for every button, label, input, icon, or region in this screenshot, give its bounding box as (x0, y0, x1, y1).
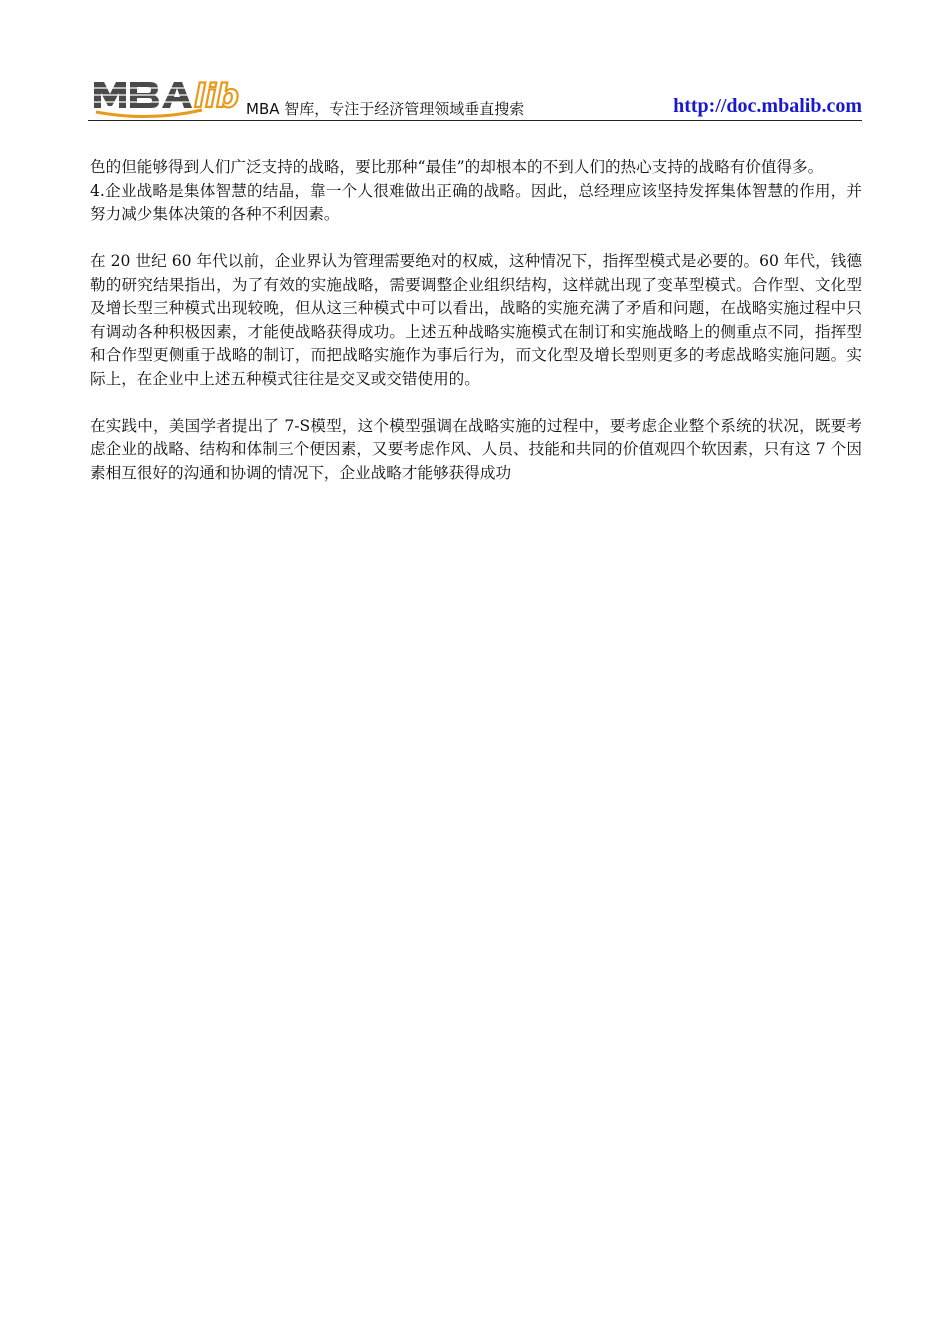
paragraph: 色的但能够得到人们广泛支持的战略，要比那种“最佳”的却根本的不到人们的热心支持的战略有价值得多。 (90, 158, 824, 176)
svg-text:lib: lib (194, 77, 239, 115)
document-body (90, 156, 862, 509)
paragraph: 在实践中，美国学者提出了 7-S模型，这个模型强调在战略实施的过程中，要考虑企业整个系统的状况，既要考虑企业的战略、结构和体制三个便因素，又要考虑作风、人员、技能和共同的价值观四个软因素，只有这 7 个因素相互很好的沟通和协调的情况下，企业战略才能够获得成功 (90, 416, 862, 482)
mbalib-logo (90, 66, 252, 120)
page-header (88, 64, 862, 124)
paragraph: 在 20 世纪 60 年代以前，企业界认为管理需要绝对的权威，这种情况下，指挥型模式是必要的。60 年代，钱德勒的研究结果指出，为了有效的实施战略，需要调整企业组织结构，这样就出现了变革型模式。合作型、文化型及增长型三种模式出现较晚，但从这三种模式中可以看出，战略的实施充满了矛盾和问题，在战略实施过程中只有调动各种积极因素，才能使战略获得成功。上述五种战略实施模式在制订和实施战略上的侧重点不同，指挥型和合作型更侧重于战略的制订，而把战略实施作为事后行为，而文化型及增长型则更多的考虑战略实施问题。实际上，在企业中上述五种模式往往是交叉或交错使用的。 (90, 252, 862, 388)
paragraph: 4.企业战略是集体智慧的结晶，靠一个人很难做出正确的战略。因此，总经理应该坚持发挥集体智慧的作用，并努力减少集体决策的各种不利因素。 (90, 181, 862, 223)
site-url-link[interactable]: http://doc.mbalib.com (673, 95, 862, 117)
site-tagline: MBA 智库，专注于经济管理领域垂直搜索 (246, 100, 525, 118)
header-divider (88, 120, 862, 121)
